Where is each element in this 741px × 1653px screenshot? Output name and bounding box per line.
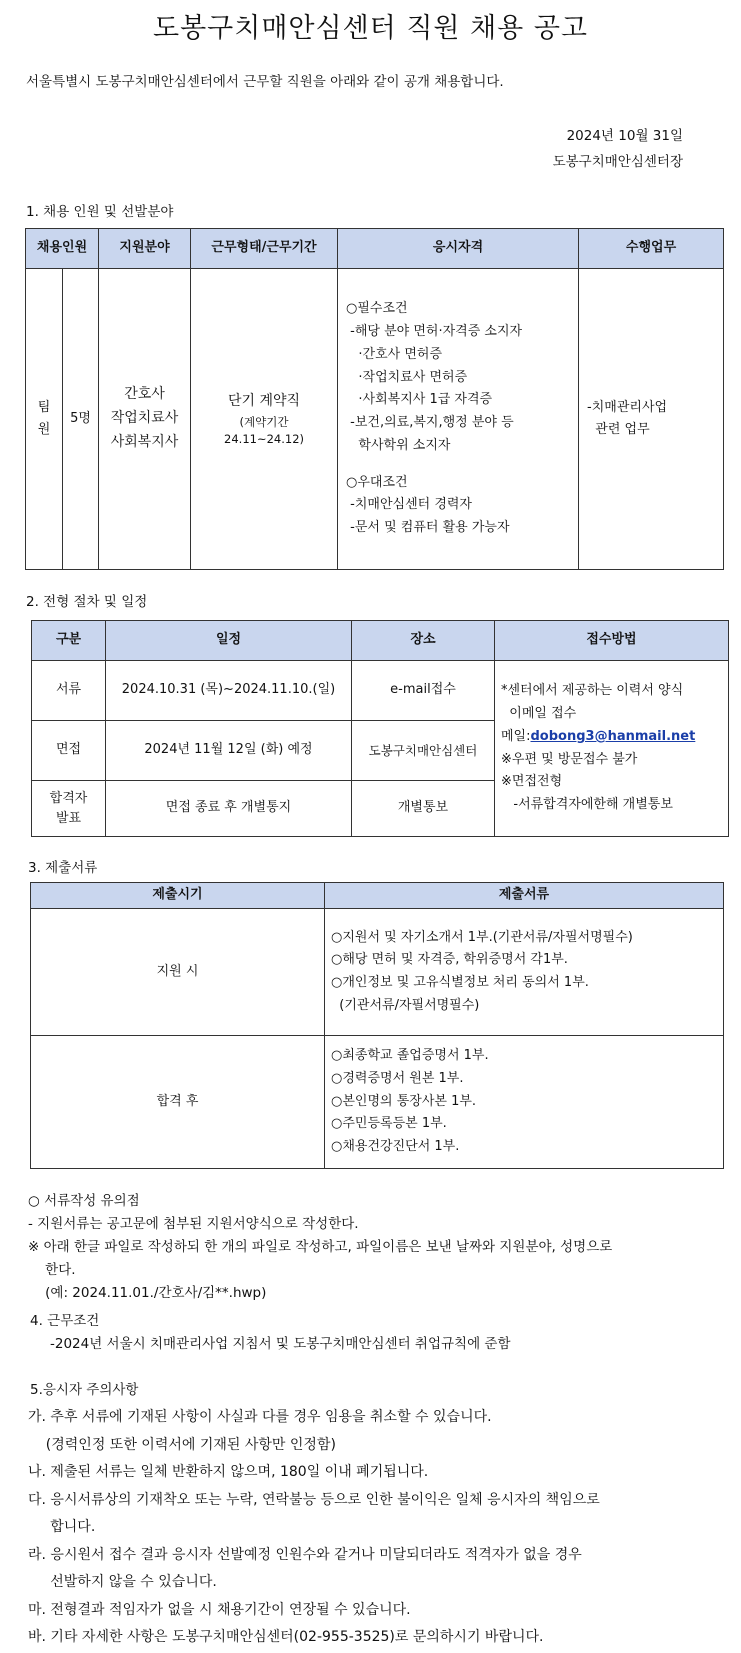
- doc-line: ○지원서 및 자기소개서 1부.(기관서류/자필서명필수): [331, 929, 633, 945]
- doc-line: ○해당 면허 및 자격증, 학위증명서 각1부.: [331, 952, 568, 968]
- qual-line: 학사학위 소지자: [346, 437, 451, 453]
- row-place: e-mail접수: [352, 661, 495, 721]
- duty-line: -치매관리사업: [587, 399, 668, 415]
- notes-line: ※ 아래 한글 파일로 작성하되 한 개의 파일로 작성하고, 파일이름은 보낸 날짜와 지원분야, 성명으로: [28, 1239, 613, 1255]
- field-item: 작업치료사: [110, 410, 179, 427]
- mail-line: [501, 726, 724, 749]
- qual-line: -문서 및 컴퓨터 활용 가능자: [346, 520, 510, 535]
- docs-cell: [325, 909, 724, 1036]
- doc-line: ○경력증명서 원본 1부.: [331, 1070, 464, 1086]
- header-place: 장소: [352, 621, 495, 661]
- doc-line: ○채용건강진단서 1부.: [331, 1139, 460, 1155]
- header-headcount: 채용인원: [26, 229, 99, 269]
- row-type-line: 발표: [55, 810, 82, 826]
- section2-heading: 2. 전형 절차 및 일정: [26, 594, 148, 610]
- method-line: *센터에서 제공하는 이력서 양식: [501, 683, 684, 699]
- section1-heading: 1. 채용 인원 및 선발분야: [26, 204, 174, 220]
- doc-line: ○최종학교 졸업증명서 1부.: [331, 1048, 489, 1064]
- team-cell: 팀원: [26, 269, 63, 570]
- header-type: 구분: [32, 621, 106, 661]
- qual-line: ·작업치료사 면허증: [346, 369, 468, 385]
- qualification-cell: [338, 269, 579, 570]
- doc-line: ○개인정보 및 고유식별정보 처리 동의서 1부.: [331, 975, 589, 990]
- field-item: 사회복지사: [110, 433, 179, 450]
- method-cell: [495, 661, 729, 837]
- caution-line: 합니다.: [28, 1519, 96, 1535]
- section5-block: [28, 1404, 600, 1652]
- method-line: ※면접전형: [501, 774, 563, 790]
- doc-line: ○주민등록등본 1부.: [331, 1116, 447, 1132]
- qual-line: -해당 분야 면허·자격증 소지자: [346, 324, 523, 339]
- row-schedule: 2024년 11월 12일 (화) 예정: [106, 721, 352, 781]
- caution-line: 마. 전형결과 적임자가 없을 시 채용기간이 연장될 수 있습니다.: [28, 1601, 411, 1618]
- email-link[interactable]: dobong3@hanmail.net: [530, 728, 696, 744]
- caution-line: (경력인정 또한 이력서에 기재된 사항만 인정함): [28, 1436, 336, 1453]
- method-line: ※우편 및 방문접수 불가: [501, 751, 638, 767]
- page-title: 도봉구치매안심센터 직원 채용 공고: [153, 13, 588, 44]
- count-cell: 5명: [63, 269, 99, 570]
- caution-line: 가. 추후 서류에 기재된 사항이 사실과 다를 경우 임용을 취소할 수 있습니다.: [28, 1409, 492, 1425]
- notes-line: 한다.: [28, 1262, 76, 1278]
- row-schedule: 면접 종료 후 개별통지: [106, 781, 352, 837]
- header-schedule: 일정: [106, 621, 352, 661]
- caution-line: 바. 기타 자세한 사항은 도봉구치매안심센터(02-955-3525)로 문의하시기 바랍니다.: [28, 1629, 544, 1645]
- timing-cell: 합격 후: [31, 1036, 325, 1169]
- caution-line: 다. 응시서류상의 기재착오 또는 누락, 연락불능 등으로 인한 불이익은 일체 응시자의 책임으로: [28, 1491, 600, 1508]
- header-documents: 제출서류: [325, 883, 724, 909]
- header-timing: 제출시기: [31, 883, 325, 909]
- qual-line: ○우대조건: [346, 474, 408, 490]
- issuer: 도봉구치매안심센터장: [552, 154, 683, 170]
- qual-line: ·간호사 면허증: [346, 346, 443, 362]
- duties-cell: [579, 269, 724, 570]
- documents-table: [30, 882, 724, 1169]
- docs-cell: [325, 1036, 724, 1169]
- fields-cell: [99, 269, 191, 570]
- section4-heading: 4. 근무조건: [30, 1313, 100, 1329]
- caution-line: 라. 응시원서 접수 결과 응시자 선발예정 인원수와 같거나 미달되더라도 적격자가 없을 경우: [28, 1546, 582, 1563]
- schedule-table: [31, 620, 729, 837]
- section4-block: [30, 1310, 511, 1356]
- caution-line: 선발하지 않을 수 있습니다.: [28, 1574, 217, 1590]
- section3-heading: 3. 제출서류: [28, 860, 98, 876]
- method-line: -서류합격자에한해 개별통보: [501, 797, 673, 812]
- doc-line: (기관서류/자필서명필수): [331, 997, 480, 1013]
- row-schedule: 2024.10.31 (목)~2024.11.10.(일): [106, 661, 352, 721]
- duty-line: 관련 업무: [587, 422, 650, 437]
- header-employment: 근무형태/근무기간: [191, 229, 338, 269]
- notes-heading: ○ 서류작성 유의점: [28, 1193, 140, 1209]
- employment-type: 단기 계약직: [227, 392, 301, 409]
- qual-line: -보건,의료,복지,행정 분야 등: [346, 415, 514, 430]
- header-duties: 수행업무: [579, 229, 724, 269]
- header-field: 지원분야: [99, 229, 191, 269]
- notes-block: [28, 1190, 612, 1305]
- header-qualification: 응시자격: [338, 229, 579, 269]
- intro-text: 서울특별시 도봉구치매안심센터에서 근무할 직원을 아래와 같이 공개 채용합니다.: [26, 74, 504, 90]
- method-line: 이메일 접수: [501, 706, 577, 721]
- row-type-line: 합격자: [49, 791, 88, 806]
- row-type: [32, 781, 106, 837]
- section4-line: -2024년 서울시 치매관리사업 지침서 및 도봉구치매안심센터 취업규칙에 준함: [50, 1336, 511, 1352]
- doc-line: ○본인명의 통장사본 1부.: [331, 1093, 477, 1109]
- section5-heading: 5.응시자 주의사항: [30, 1382, 139, 1398]
- qual-line: [346, 458, 574, 472]
- row-place: 도봉구치매안심센터: [352, 721, 495, 781]
- period-label: (계약기간: [239, 414, 289, 429]
- mail-label: 메일:: [501, 728, 531, 744]
- qual-line: ·사회복지사 1급 자격증: [346, 392, 493, 408]
- qual-line: ○필수조건: [346, 301, 408, 317]
- header-method: 접수방법: [495, 621, 729, 661]
- row-type: 서류: [32, 661, 106, 721]
- notes-line: - 지원서류는 공고문에 첨부된 지원서양식으로 작성한다.: [28, 1216, 359, 1232]
- caution-line: 나. 제출된 서류는 일체 반환하지 않으며, 180일 이내 폐기됩니다.: [28, 1464, 429, 1480]
- recruitment-table: [25, 228, 724, 570]
- employment-cell: [191, 269, 338, 570]
- row-type: 면접: [32, 721, 106, 781]
- qual-line: -치매안심센터 경력자: [346, 497, 472, 513]
- announcement-date: 2024년 10월 31일: [566, 128, 683, 144]
- field-item: 간호사: [124, 386, 165, 403]
- notes-line: (예: 2024.11.01./간호사/김**.hwp): [28, 1285, 267, 1301]
- row-place: 개별통보: [352, 781, 495, 837]
- timing-cell: 지원 시: [31, 909, 325, 1036]
- period-value: 24.11~24.12): [224, 431, 304, 446]
